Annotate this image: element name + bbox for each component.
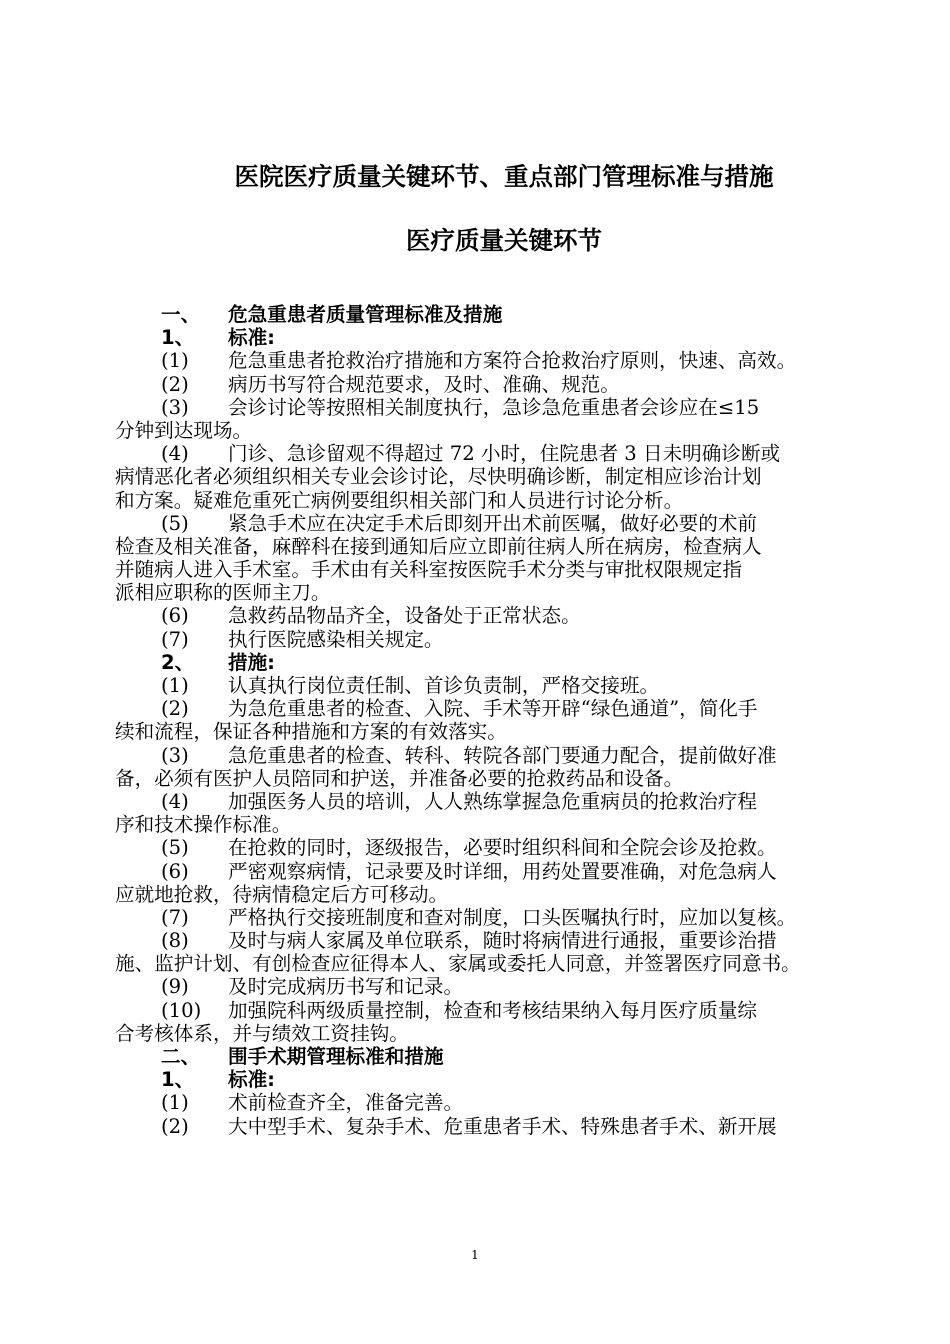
paragraph-continuation xyxy=(115,952,855,975)
item-number: (2) xyxy=(161,372,189,396)
item-text: 为急危重患者的检查、入院、手术等开辟“绿色通道”，简化手 xyxy=(228,697,758,721)
item-number: 2、 xyxy=(161,650,195,674)
list-item xyxy=(115,674,855,697)
paragraph-continuation xyxy=(115,535,855,558)
line-text: 病情恶化者必须组织相关专业会诊讨论，尽快明确诊断，制定相应诊治计划 xyxy=(115,465,762,489)
item-number: (6) xyxy=(161,859,189,883)
item-number: 二、 xyxy=(161,1045,201,1068)
item-text: 病历书写符合规范要求，及时、准确、规范。 xyxy=(228,372,620,396)
item-text: 严密观察病情，记录要及时详细，用药处置要准确，对危急病人 xyxy=(228,859,777,883)
item-number: 一、 xyxy=(161,303,201,326)
paragraph-continuation xyxy=(115,581,855,604)
list-item xyxy=(115,999,855,1022)
page-number: 1 xyxy=(471,1248,479,1262)
line-text: 备，必须有医护人员陪同和护送，并准备必要的抢救药品和设备。 xyxy=(115,766,684,790)
item-text: 术前检查齐全，准备完善。 xyxy=(228,1091,464,1115)
list-item xyxy=(115,1115,855,1138)
item-number: (6) xyxy=(161,604,189,628)
paragraph-continuation xyxy=(115,1022,855,1045)
item-number: 1、 xyxy=(161,1068,195,1092)
item-text: 急危重患者的检查、转科、转院各部门要通力配合，提前做好准 xyxy=(228,743,777,767)
line-text: 序和技术操作标准。 xyxy=(115,813,292,837)
list-item xyxy=(115,697,855,720)
item-text: 会诊讨论等按照相关制度执行，急诊急危重患者会诊应在≤15 xyxy=(228,395,760,419)
list-item xyxy=(115,628,855,651)
paragraph-continuation xyxy=(115,813,855,836)
item-text: 急救药品物品齐全，设备处于正常状态。 xyxy=(228,604,581,628)
item-number: (4) xyxy=(161,442,189,466)
line-text: 检查及相关准备，麻醉科在接到通知后应立即前往病人所在病房，检查病人 xyxy=(115,534,762,558)
item-text: 加强院科两级质量控制，检查和考核结果纳入每月医疗质量综 xyxy=(228,998,758,1022)
item-number: (5) xyxy=(161,836,189,860)
item-number: (2) xyxy=(161,697,189,721)
item-text: 围手术期管理标准和措施 xyxy=(228,1045,444,1068)
list-item xyxy=(115,860,855,883)
list-item xyxy=(115,349,855,372)
line-text: 应就地抢救，待病情稳定后方可移动。 xyxy=(115,882,449,906)
paragraph-continuation xyxy=(115,883,855,906)
section-heading xyxy=(115,326,855,349)
item-text: 大中型手术、复杂手术、危重患者手术、特殊患者手术、新开展 xyxy=(228,1114,777,1138)
item-number: (2) xyxy=(161,1114,189,1138)
item-text: 及时完成病历书写和记录。 xyxy=(228,975,464,999)
list-item xyxy=(115,975,855,998)
section-heading xyxy=(115,1045,855,1068)
paragraph-continuation xyxy=(115,489,855,512)
list-item xyxy=(115,906,855,929)
line-text: 派相应职称的医师主刀。 xyxy=(115,581,331,605)
item-number: (9) xyxy=(161,975,189,999)
item-text: 认真执行岗位责任制、首诊负责制，严格交接班。 xyxy=(228,674,660,697)
item-number: (3) xyxy=(161,743,189,767)
line-text: 合考核体系，并与绩效工资挂钩。 xyxy=(115,1021,409,1045)
item-number: (10) xyxy=(161,998,202,1022)
item-text: 标准: xyxy=(228,326,276,350)
item-number: (7) xyxy=(161,627,189,651)
item-text: 门诊、急诊留观不得超过 72 小时，住院患者 3 日未明确诊断或 xyxy=(228,442,781,466)
item-number: (7) xyxy=(161,905,189,929)
item-number: (8) xyxy=(161,929,189,953)
item-text: 在抢救的同时，逐级报告，必要时组织科间和全院会诊及抢救。 xyxy=(228,836,777,860)
line-text: 并随病人进入手术室。手术由有关科室按医院手术分类与审批权限规定指 xyxy=(115,558,742,582)
item-text: 严格执行交接班制度和查对制度，口头医嘱执行时，应加以复核。 xyxy=(228,905,797,929)
list-item xyxy=(115,396,855,419)
item-number: (1) xyxy=(161,349,189,373)
item-number: 1、 xyxy=(161,326,195,350)
item-text: 紧急手术应在决定手术后即刻开出术前医嘱，做好必要的术前 xyxy=(228,511,758,535)
section-heading xyxy=(115,1068,855,1091)
item-text: 加强医务人员的培训，人人熟练掌握急危重病员的抢救治疗程 xyxy=(228,789,758,813)
line-text: 分钟到达现场。 xyxy=(115,418,253,442)
document-body xyxy=(115,303,855,1138)
item-number: (5) xyxy=(161,511,189,535)
paragraph-continuation xyxy=(115,465,855,488)
line-text: 和方案。疑难危重死亡病例要组织相关部门和人员进行讨论分析。 xyxy=(115,488,684,512)
list-item xyxy=(115,512,855,535)
item-text: 标准: xyxy=(228,1068,276,1092)
item-number: (1) xyxy=(161,674,189,697)
item-number: (3) xyxy=(161,395,189,419)
document-title: 医院医疗质量关键环节、重点部门管理标准与措施 xyxy=(234,162,774,191)
line-text: 施、监护计划、有创检查应征得本人、家属或委托人同意，并签署医疗同意书。 xyxy=(115,952,801,976)
document-subtitle: 医疗质量关键环节 xyxy=(406,226,602,255)
section-heading xyxy=(115,303,855,326)
line-text: 续和流程，保证各种措施和方案的有效落实。 xyxy=(115,720,507,744)
item-number: (4) xyxy=(161,789,189,813)
list-item xyxy=(115,1091,855,1114)
list-item xyxy=(115,790,855,813)
item-text: 及时与病人家属及单位联系，随时将病情进行通报，重要诊治措 xyxy=(228,929,777,953)
list-item xyxy=(115,836,855,859)
item-number: (1) xyxy=(161,1091,189,1115)
list-item xyxy=(115,744,855,767)
item-text: 执行医院感染相关规定。 xyxy=(228,627,444,651)
item-text: 危急重患者质量管理标准及措施 xyxy=(228,303,503,326)
item-text: 措施: xyxy=(228,650,276,674)
list-item xyxy=(115,442,855,465)
paragraph-continuation xyxy=(115,419,855,442)
list-item xyxy=(115,604,855,627)
paragraph-continuation xyxy=(115,720,855,743)
list-item xyxy=(115,929,855,952)
item-text: 危急重患者抢救治疗措施和方案符合抢救治疗原则，快速、高效。 xyxy=(228,349,797,373)
section-heading xyxy=(115,651,855,674)
list-item xyxy=(115,373,855,396)
paragraph-continuation xyxy=(115,558,855,581)
paragraph-continuation xyxy=(115,767,855,790)
